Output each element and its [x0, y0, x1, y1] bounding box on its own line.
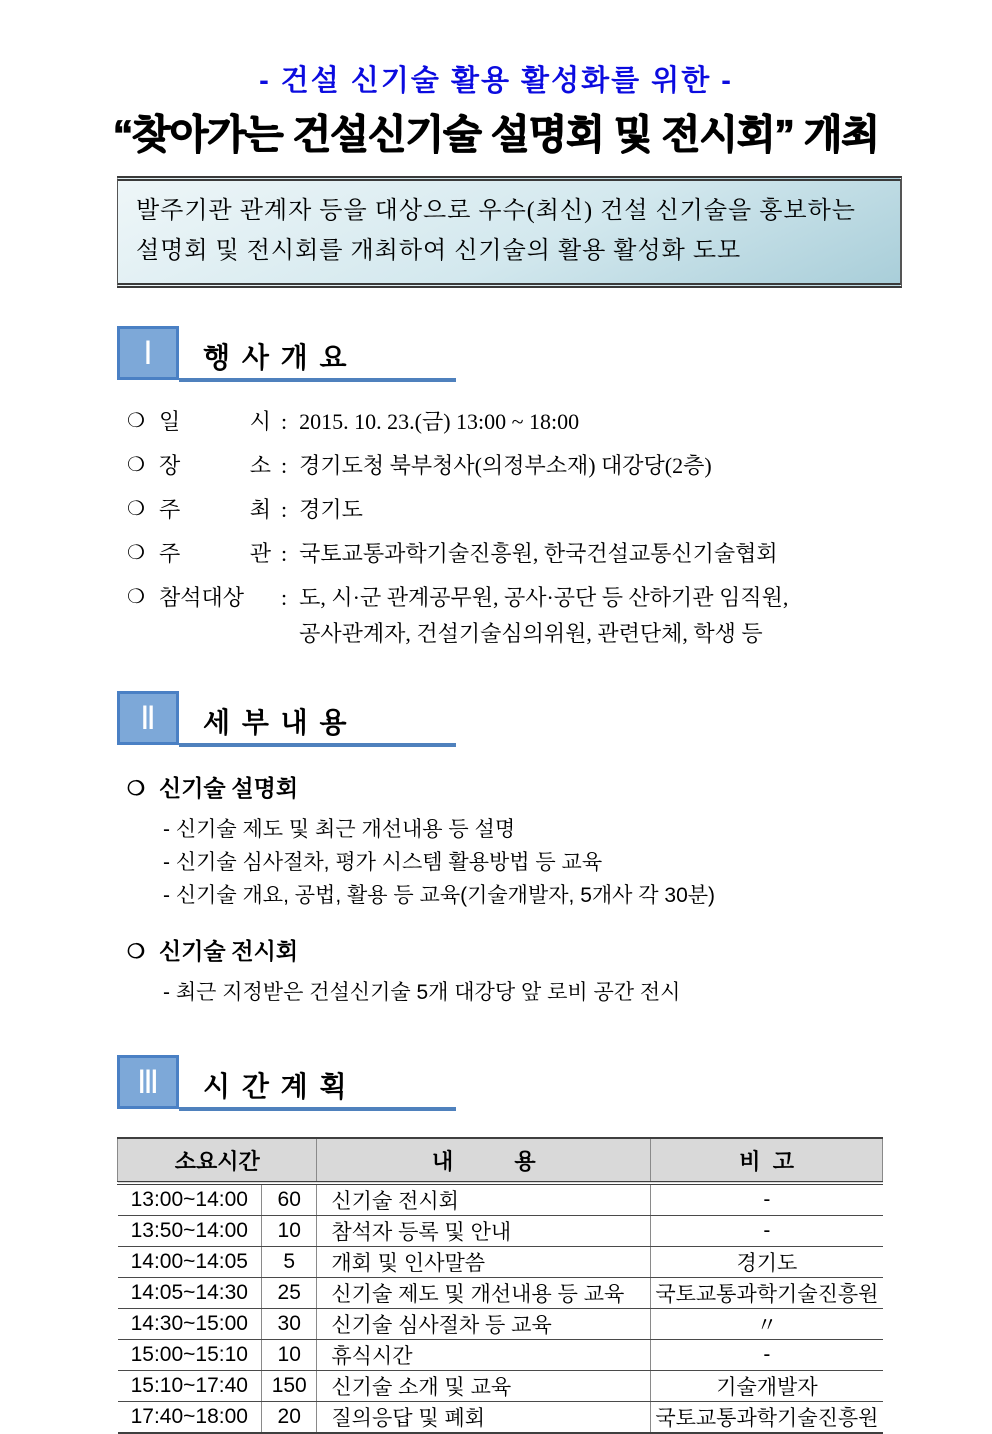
overview-row-host — [127, 496, 883, 523]
overview-label: 주 최 — [159, 497, 271, 522]
col-header-duration: 소요시간 — [118, 1138, 317, 1183]
section-3-title: 시 간 계 획 — [179, 1055, 456, 1111]
cell-minutes: 150 — [262, 1371, 317, 1402]
section-3-numeral: Ⅲ — [136, 1064, 160, 1100]
overview-value: 경기도 — [299, 497, 363, 522]
cell-time: 13:00~14:00 — [118, 1183, 262, 1216]
overview-label: 참석대상 — [159, 585, 245, 610]
cell-time: 17:40~18:00 — [118, 1402, 262, 1434]
overview-label: 주 관 — [159, 541, 271, 566]
table-row — [118, 1216, 883, 1247]
cell-content: 신기술 심사절차 등 교육 — [317, 1309, 651, 1340]
cell-time: 14:00~14:05 — [118, 1247, 262, 1278]
overview-label: 장 소 — [159, 453, 271, 478]
section-1-title: 행 사 개 요 — [179, 326, 456, 382]
cell-remark: 기술개발자 — [651, 1371, 883, 1402]
detail-item: - 신기술 심사절차, 평가 시스템 활용방법 등 교육 — [163, 851, 603, 874]
cell-time: 14:30~15:00 — [118, 1309, 262, 1340]
cell-minutes: 30 — [262, 1309, 317, 1340]
summary-box — [117, 176, 902, 288]
schedule-header-row — [118, 1138, 883, 1183]
summary-line-2: 설명회 및 전시회를 개최하여 신기술의 활용 활성화 도모 — [136, 238, 742, 264]
detail-item: - 신기술 제도 및 최근 개선내용 등 설명 — [163, 818, 516, 841]
section-1-numeral: Ⅰ — [143, 335, 153, 371]
cell-content: 신기술 전시회 — [317, 1183, 651, 1216]
table-row — [118, 1371, 883, 1402]
detail-group-briefing — [117, 775, 883, 912]
event-overview-list — [117, 408, 883, 647]
cell-content: 신기술 소개 및 교육 — [317, 1371, 651, 1402]
section-3-numeral-box — [117, 1055, 179, 1109]
cell-time: 13:50~14:00 — [118, 1216, 262, 1247]
summary-line-1: 발주기관 관계자 등을 대상으로 우수(최신) 건설 신기술을 홍보하는 — [136, 198, 856, 224]
overview-value: 경기도청 북부청사(의정부소재) 대강당(2층) — [299, 453, 712, 478]
detail-item: - 최근 지정받은 건설신기술 5개 대강당 앞 로비 공간 전시 — [163, 981, 681, 1004]
cell-content: 휴식시간 — [317, 1340, 651, 1371]
section-2-title: 세 부 내 용 — [179, 691, 456, 747]
overview-row-datetime — [127, 408, 883, 435]
schedule-table — [117, 1137, 883, 1434]
table-row — [118, 1183, 883, 1216]
cell-remark: 〃 — [651, 1309, 883, 1340]
overview-row-place — [127, 452, 883, 479]
section-2-header — [117, 691, 883, 747]
cell-time: 15:10~17:40 — [118, 1371, 262, 1402]
cell-time: 15:00~15:10 — [118, 1340, 262, 1371]
cell-remark: - — [651, 1216, 883, 1247]
cell-minutes: 10 — [262, 1340, 317, 1371]
overview-value: 도, 시·군 관계공무원, 공사·공단 등 산하기관 임직원, 공사관계자, 건설기술심의위원, 관련단체, 학생 등 — [299, 585, 789, 646]
cell-minutes: 25 — [262, 1278, 317, 1309]
table-row — [118, 1402, 883, 1434]
circle-bullet-icon: ❍ — [127, 941, 145, 963]
cell-content: 개회 및 인사말씀 — [317, 1247, 651, 1278]
cell-minutes: 5 — [262, 1247, 317, 1278]
overview-colon: : — [281, 409, 288, 434]
detail-group-title: 신기술 전시회 — [159, 939, 299, 964]
cell-content: 참석자 등록 및 안내 — [317, 1216, 651, 1247]
circle-bullet-icon: ❍ — [127, 498, 145, 520]
cell-time: 14:05~14:30 — [118, 1278, 262, 1309]
col-header-content: 내 용 — [317, 1138, 651, 1183]
overview-value: 2015. 10. 23.(금) 13:00 ~ 18:00 — [299, 409, 580, 434]
table-row — [118, 1247, 883, 1278]
cell-minutes: 20 — [262, 1402, 317, 1434]
circle-bullet-icon: ❍ — [127, 586, 145, 608]
section-1-numeral-box — [117, 326, 179, 380]
details-area — [117, 775, 883, 1009]
cell-remark: 국토교통과학기술진흥원 — [651, 1278, 883, 1309]
cell-content: 질의응답 및 폐회 — [317, 1402, 651, 1434]
section-2-numeral: Ⅱ — [140, 700, 156, 736]
table-row — [118, 1278, 883, 1309]
table-row — [118, 1309, 883, 1340]
section-3-header — [117, 1055, 883, 1111]
overview-row-organizer — [127, 540, 883, 567]
cell-content: 신기술 제도 및 개선내용 등 교육 — [317, 1278, 651, 1309]
cell-remark: 경기도 — [651, 1247, 883, 1278]
overview-value: 국토교통과학기술진흥원, 한국건설교통신기술협회 — [299, 541, 778, 566]
circle-bullet-icon: ❍ — [127, 410, 145, 432]
overview-colon: : — [281, 585, 288, 610]
table-row — [118, 1340, 883, 1371]
circle-bullet-icon: ❍ — [127, 778, 145, 800]
col-header-remark: 비 고 — [651, 1138, 883, 1183]
cell-remark: - — [651, 1183, 883, 1216]
overview-label: 일 시 — [159, 409, 271, 434]
overview-colon: : — [281, 453, 288, 478]
cell-remark: - — [651, 1340, 883, 1371]
document-subtitle: - 건설 신기술 활용 활성화를 위한 - — [259, 65, 733, 97]
cell-minutes: 60 — [262, 1183, 317, 1216]
section-2-numeral-box — [117, 691, 179, 745]
cell-minutes: 10 — [262, 1216, 317, 1247]
overview-colon: : — [281, 541, 288, 566]
detail-item: - 신기술 개요, 공법, 활용 등 교육(기술개발자, 5개사 각 30분) — [163, 884, 716, 907]
detail-group-title: 신기술 설명회 — [159, 776, 299, 801]
circle-bullet-icon: ❍ — [127, 454, 145, 476]
overview-row-attendees — [127, 584, 883, 647]
circle-bullet-icon: ❍ — [127, 542, 145, 564]
detail-group-exhibition — [117, 938, 883, 1009]
document-title: “찾아가는 건설신기술 설명회 및 전시회” 개최 — [112, 113, 880, 157]
overview-colon: : — [281, 497, 288, 522]
cell-remark: 국토교통과학기술진흥원 — [651, 1402, 883, 1434]
section-1-header — [117, 326, 883, 382]
